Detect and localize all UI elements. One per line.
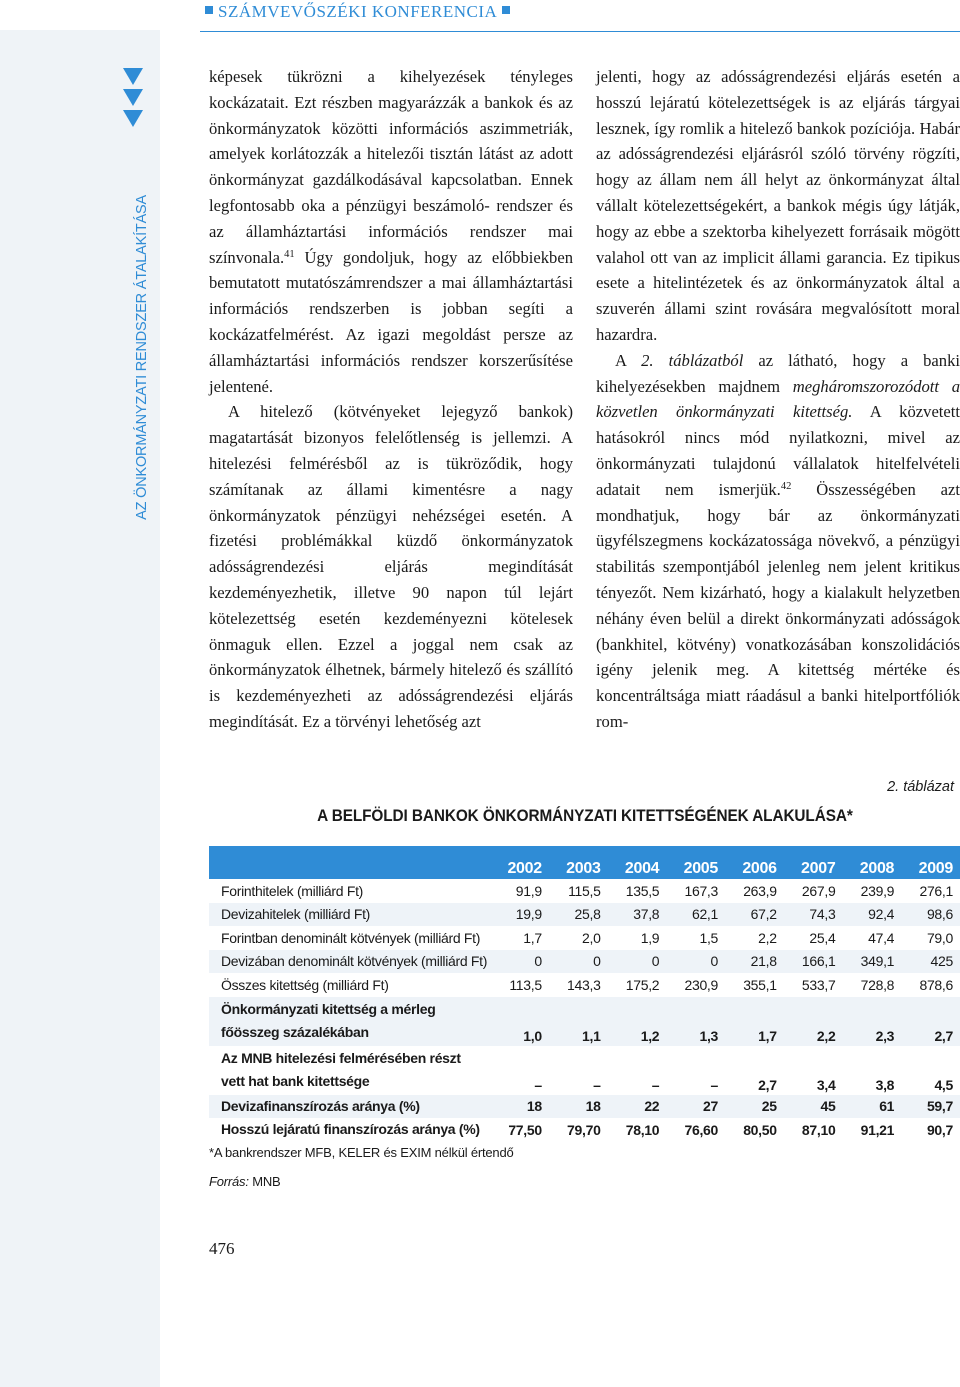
- value-cell: 2,7: [902, 997, 960, 1046]
- value-cell: 3,4: [816, 1076, 836, 1093]
- value-cell: 2,2: [785, 997, 844, 1046]
- value-cell: 1,3: [667, 997, 726, 1046]
- value-cell: 1,7: [726, 997, 785, 1046]
- value-cell: 67,2: [726, 903, 785, 927]
- value-cell: 1,7: [523, 929, 542, 946]
- value-cell: 1,0: [491, 997, 550, 1046]
- down-triangle-icon: [123, 89, 143, 106]
- value-cell: 76,60: [684, 1121, 719, 1138]
- value-cell: 276,1: [919, 882, 953, 899]
- text-span: képesek tükrözni a kihelyezések tényleges kockázatait. Ezt részben magyarázzák a bankok és az önkormányzatok közötti információs aszimmetriák, amelyek korlátozzák a hitelezői tisztán látást az adott önkormányzat gazdálkodásával kapcsolatban. Ennek legfontosabb oka a pénzügyi beszámoló- rendszer és az államháztartási információs rendszer mai színvonala.: [209, 67, 573, 267]
- table-title: [209, 807, 960, 826]
- value-cell: 25: [726, 1095, 785, 1119]
- emphasis-text: megháromszorozódott a közvetlen önkormányzati kitettség.: [596, 376, 960, 422]
- value-cell: 0: [609, 950, 668, 974]
- footnote-ref: 42: [780, 480, 792, 492]
- value-cell: 113,5: [509, 976, 542, 993]
- value-cell: 47,4: [868, 929, 895, 946]
- row-label: Devizahitelek (milliárd Ft): [209, 903, 491, 927]
- value-cell: 22: [609, 1095, 668, 1119]
- value-cell: 355,1: [743, 976, 777, 993]
- value-cell: 1,1: [550, 997, 609, 1046]
- value-cell: 18: [491, 1095, 550, 1119]
- page-header: [0, 0, 960, 30]
- value-cell: 135,5: [625, 882, 660, 899]
- right-text-column: [596, 64, 960, 735]
- down-triangle-icon: [123, 68, 143, 85]
- value-cell: 25,4: [809, 929, 836, 946]
- value-cell: 92,4: [843, 903, 902, 927]
- value-cell: 19,9: [491, 903, 550, 927]
- year-header: 2002: [491, 846, 550, 879]
- value-cell: 79,70: [567, 1121, 601, 1138]
- square-bullet-icon: [205, 6, 213, 14]
- value-cell: 0: [491, 950, 550, 974]
- value-cell: 1,5: [699, 929, 719, 946]
- value-cell: 1,2: [609, 997, 668, 1046]
- page-number: 476: [209, 1239, 235, 1258]
- value-cell: 115,5: [568, 882, 601, 899]
- year-header: 2008: [843, 846, 902, 879]
- value-cell: 263,9: [743, 882, 777, 899]
- table-row: [209, 879, 960, 903]
- table-row: [209, 973, 960, 997]
- value-cell: 2,2: [758, 929, 777, 946]
- value-cell: 267,9: [801, 882, 836, 899]
- square-bullet-icon: [502, 6, 510, 14]
- value-cell: –: [534, 1076, 542, 1093]
- row-label: Önkormányzati kitettség a mérleg főösszeg százalékában: [209, 997, 491, 1046]
- value-cell: 77,50: [508, 1121, 542, 1138]
- value-cell: 2,7: [758, 1076, 777, 1093]
- table-source: [209, 1174, 280, 1189]
- value-cell: 728,8: [860, 976, 895, 993]
- year-header: 2004: [609, 846, 668, 879]
- row-label: Forintban denominált kötvények (milliárd Ft): [221, 929, 481, 946]
- row-label: Hosszú lejáratú finanszírozás aránya (%): [221, 1121, 480, 1138]
- value-cell: –: [710, 1076, 719, 1093]
- value-cell: 175,2: [625, 976, 660, 993]
- left-sidebar: [0, 30, 160, 1387]
- value-cell: 230,9: [684, 976, 719, 993]
- paragraph: A hitelező (kötvényeket lejegyző bankok) magatartását bizonyos felelőtlenség is jellemzi. A hitelezési felmérésből az is tükröződik, hogy számítanak az állami kimentésre a nagy önkormányzatok pénzügyi nehézségei esetén. A fizetési problémákkal küzdő önkormányzatok adósságrendezési eljárás megindítását kezdeményezhetik, illetve 90 napon túl lejárt kötelezettség esetén kezdeményezni kötelesek önmaguk ellen. Ezzel a joggal nem csak az önkormányzatok élhetnek, bármely hitelező és szállító is kezdeményezheti az adósságrendezési eljárás megindítását. Ez a törvényi lehetőség azt: [209, 402, 573, 731]
- year-header: 2009: [902, 846, 960, 879]
- value-cell: 878,6: [919, 976, 953, 993]
- paragraph: [209, 64, 573, 399]
- row-label: Devizafinanszírozás aránya (%): [209, 1095, 491, 1119]
- exposure-table: [209, 846, 960, 1142]
- value-cell: 0: [667, 950, 726, 974]
- value-cell: 80,50: [743, 1121, 777, 1138]
- year-header: 2003: [550, 846, 609, 879]
- text-span: Úgy gondoljuk, hogy az előbbiekben bemutatott mutatószámrendszer a mai államháztartási információs rendszerben is jobban segíti a kockázatfelmérést. Az igazi megoldást persze az államháztartási információs rendszer korszerűsítése jelentené.: [209, 247, 573, 396]
- value-cell: 27: [667, 1095, 726, 1119]
- triangle-markers: [120, 68, 150, 131]
- row-label: Devizában denominált kötvények (milliárd Ft): [209, 950, 491, 974]
- header-rule: [200, 31, 960, 32]
- value-cell: 349,1: [843, 950, 902, 974]
- header-title-text: SZÁMVEVŐSZÉKI KONFERENCIA: [218, 2, 498, 21]
- value-cell: 239,9: [860, 882, 895, 899]
- value-cell: 18: [550, 1095, 609, 1119]
- value-cell: –: [593, 1076, 601, 1093]
- value-cell: 78,10: [625, 1121, 660, 1138]
- down-triangle-icon: [123, 110, 143, 127]
- value-cell: 21,8: [726, 950, 785, 974]
- table-number-label: 2. táblázat: [887, 779, 954, 795]
- value-cell: 0: [550, 950, 609, 974]
- table-row: [209, 997, 960, 1046]
- row-label: Összes kitettség (milliárd Ft): [221, 976, 389, 993]
- table-header-row: [209, 846, 960, 879]
- header-cell-empty: [209, 846, 491, 879]
- sidebar-vertical-title: AZ ÖNKORMÁNYZATI RENDSZER ÁTALAKÍTÁSA: [134, 195, 150, 520]
- table-footnote: *A bankrendszer MFB, KELER és EXIM nélkül értendő: [209, 1145, 514, 1160]
- value-cell: 4,5: [934, 1076, 953, 1093]
- left-text-column: [209, 64, 573, 735]
- value-cell: 59,7: [902, 1095, 960, 1119]
- value-cell: 1,9: [640, 929, 660, 946]
- value-cell: 87,10: [801, 1121, 836, 1138]
- paragraph: [596, 348, 960, 735]
- text-span: A: [615, 350, 642, 370]
- year-header: 2005: [667, 846, 726, 879]
- text-span: Összességében azt mondhatjuk, hogy bár az önkormányzati ügyfélszegmens kockázatossága növekvő, a pénzügyi stabilitás szempontjából jelenleg nem jelent kritikus tényezőt. Nem kizárható, hogy a kialakult helyzetben néhány éven belül a direkt önkormányzati adósságok (bankhitel, kötvény) vonatkozásában konszolidációs igény jelenik meg. A kitettség mértéke és koncentráltsága miatt ráadásul a banki hitelportfóliók rom-: [596, 479, 960, 731]
- value-cell: 91,21: [860, 1121, 895, 1138]
- table-row: [209, 1118, 960, 1142]
- footnote-ref: 41: [284, 248, 295, 260]
- table-reference: 2. táblázatból: [641, 350, 744, 370]
- row-label: Az MNB hitelezési felmérésében részt vett hat bank kitettsége: [221, 1049, 461, 1089]
- text-span: A közvetett hatásokról nincs mód nyilatkozni, mivel az önkormányzati tulajdonú vállalatok hitelfelvételi adatait nem ismerjük.: [596, 402, 960, 499]
- table-row: [209, 1046, 960, 1095]
- value-cell: 90,7: [926, 1121, 953, 1138]
- table-row: [209, 1095, 960, 1119]
- value-cell: 98,6: [902, 903, 960, 927]
- value-cell: 61: [843, 1095, 902, 1119]
- value-cell: 166,1: [785, 950, 844, 974]
- value-cell: –: [651, 1076, 660, 1093]
- value-cell: 2,0: [582, 929, 601, 946]
- paragraph: jelenti, hogy az adósságrendezési eljárás esetén a hosszú lejáratú kötelezettségek is az eljárás tárgyai lesznek, így romlik a hitelező bankok pozíciója. Habár az adósságrendezési eljárásról szóló törvény rögzíti, hogy az állam nem áll helyt az önkormányzat által vállalt kötelezettségekért, a bankok mégis úgy látják, hogy az ebbe a szektorba kihelyezett forrásaik mögött valahol ott van az implicit állami garancia. Ez tipikus esete a hitelintézetek és az önkormányzatok által a szuverén állami szint rovására megvalósított moral hazardra.: [596, 67, 960, 344]
- year-header: 2006: [726, 846, 785, 879]
- row-label: Forinthitelek (milliárd Ft): [221, 882, 364, 899]
- value-cell: 79,0: [926, 929, 953, 946]
- table-title-text: A BELFÖLDI BANKOK ÖNKORMÁNYZATI KITETTSÉGÉNEK ALAKULÁSA*: [317, 807, 853, 825]
- value-cell: 425: [902, 950, 960, 974]
- year-header: 2007: [785, 846, 844, 879]
- table-row: [209, 950, 960, 974]
- value-cell: 37,8: [609, 903, 668, 927]
- source-value: MNB: [248, 1174, 281, 1189]
- source-label: Forrás:: [209, 1174, 249, 1189]
- value-cell: 91,9: [515, 882, 542, 899]
- text-span: az látható, hogy a banki kihelyezésekben majdnem: [596, 350, 960, 396]
- value-cell: 45: [785, 1095, 844, 1119]
- value-cell: 3,8: [875, 1076, 895, 1093]
- value-cell: 74,3: [785, 903, 844, 927]
- value-cell: 25,8: [550, 903, 609, 927]
- value-cell: 533,7: [801, 976, 836, 993]
- value-cell: 143,3: [567, 976, 601, 993]
- value-cell: 2,3: [843, 997, 902, 1046]
- value-cell: 167,3: [684, 882, 719, 899]
- table-row: [209, 926, 960, 950]
- table-row: [209, 903, 960, 927]
- header-title: [200, 2, 515, 22]
- value-cell: 62,1: [667, 903, 726, 927]
